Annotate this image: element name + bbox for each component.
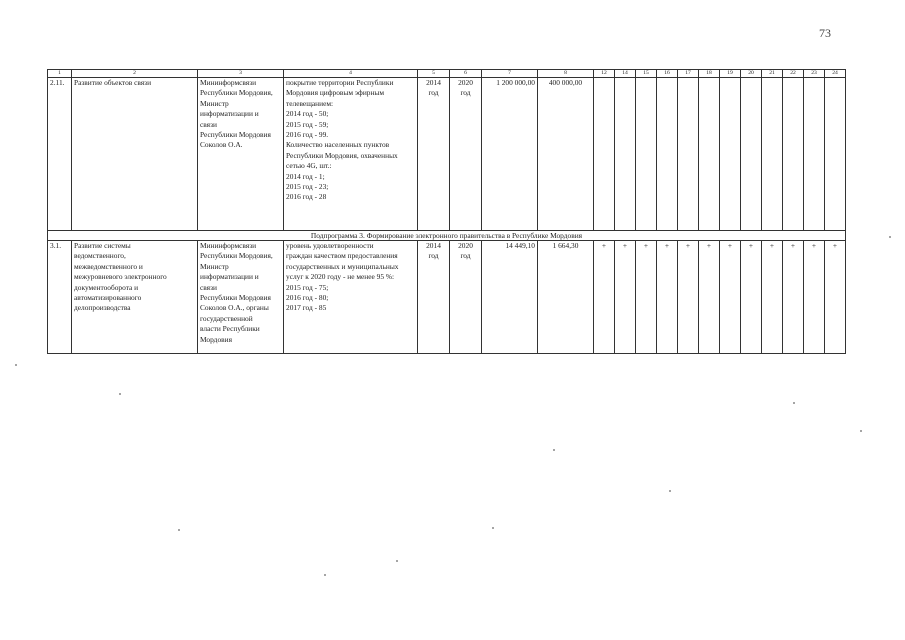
schedule-mark: [594, 78, 615, 231]
scan-speck: [860, 430, 862, 432]
page-number: 73: [819, 26, 831, 40]
col-number: 5: [418, 70, 450, 78]
schedule-mark: [657, 78, 678, 231]
schedule-mark: +: [741, 241, 762, 354]
total-funding: 14 449,10: [482, 241, 538, 354]
measure-name: Развитие системы ведомственного, межведомственного и межуровневого электронного документооборота и автоматизированного делопроизводства: [72, 241, 198, 354]
schedule-mark: +: [804, 241, 825, 354]
schedule-mark: [636, 78, 657, 231]
indicator: уровень удовлетворенности граждан качеством предоставления государственных и муниципальных услуг к 2020 году - не менее 95 %: 2015 год - 75; 2016 год - 80; 2017 год - 85: [284, 241, 418, 354]
schedule-mark: [699, 78, 720, 231]
col-number: 6: [450, 70, 482, 78]
col-number: 14: [615, 70, 636, 78]
funding-amount: 400 000,00: [538, 78, 594, 231]
schedule-mark: [762, 78, 783, 231]
col-number: 21: [762, 70, 783, 78]
funding-amount: 1 664,30: [538, 241, 594, 354]
col-number: 3: [198, 70, 284, 78]
schedule-mark: [804, 78, 825, 231]
col-number: 19: [720, 70, 741, 78]
column-numbers-row: [48, 70, 846, 78]
col-number: 2: [72, 70, 198, 78]
scan-speck: [889, 236, 891, 238]
schedule-mark: +: [720, 241, 741, 354]
col-number: 18: [699, 70, 720, 78]
col-number: 8: [538, 70, 594, 78]
scan-speck: [553, 449, 555, 451]
scan-speck: [15, 364, 17, 366]
schedule-mark: +: [678, 241, 699, 354]
schedule-mark: +: [636, 241, 657, 354]
scan-speck: [793, 402, 795, 404]
scan-speck: [178, 529, 180, 531]
program-table: [47, 69, 846, 354]
schedule-mark: [741, 78, 762, 231]
col-number: 17: [678, 70, 699, 78]
scan-speck: [119, 393, 121, 395]
schedule-mark: [825, 78, 846, 231]
end-year: 2020 год: [450, 78, 482, 231]
subprogram-title: Подпрограмма 3. Формирование электронного правительства в Республике Мордовия: [48, 231, 846, 241]
start-year: 2014 год: [418, 78, 450, 231]
table-row: [48, 241, 846, 354]
col-number: 20: [741, 70, 762, 78]
col-number: 4: [284, 70, 418, 78]
schedule-mark: +: [825, 241, 846, 354]
table-row: [48, 78, 846, 231]
scan-speck: [492, 527, 494, 529]
executor: Мининформсвязи Республики Мордовия, Министр информатизации и связи Республики Мордовия Соколов О.А.: [198, 78, 284, 231]
col-number: 24: [825, 70, 846, 78]
schedule-mark: +: [594, 241, 615, 354]
total-funding: 1 200 000,00: [482, 78, 538, 231]
start-year: 2014 год: [418, 241, 450, 354]
end-year: 2020 год: [450, 241, 482, 354]
scan-speck: [669, 490, 671, 492]
schedule-mark: [783, 78, 804, 231]
col-number: 23: [804, 70, 825, 78]
executor: Мининформсвязи Республики Мордовия, Министр информатизации и связи Республики Мордовия Соколов О.А., органы государственной власти Республики Мордовия: [198, 241, 284, 354]
schedule-mark: [678, 78, 699, 231]
schedule-mark: +: [783, 241, 804, 354]
row-number: 2.11.: [48, 78, 72, 231]
measure-name: Развитие объектов связи: [72, 78, 198, 231]
schedule-mark: +: [657, 241, 678, 354]
col-number: 12: [594, 70, 615, 78]
scan-speck: [324, 574, 326, 576]
col-number: 7: [482, 70, 538, 78]
col-number: 22: [783, 70, 804, 78]
scan-speck: [396, 560, 398, 562]
schedule-mark: [720, 78, 741, 231]
col-number: 1: [48, 70, 72, 78]
row-number: 3.1.: [48, 241, 72, 354]
schedule-mark: [615, 78, 636, 231]
indicator: покрытие территории Республики Мордовия цифровым эфирным телевещанием: 2014 год - 50; 2015 год - 59; 2016 год - 99. Количество населенных пунктов Республики Мордовия, охваченных сетью 4G, шт.: 2014 год - 1; 2015 год - 23; 2016 год - 28: [284, 78, 418, 231]
col-number: 15: [636, 70, 657, 78]
col-number: 16: [657, 70, 678, 78]
schedule-mark: +: [699, 241, 720, 354]
schedule-mark: +: [762, 241, 783, 354]
subprogram-row: [48, 231, 846, 241]
schedule-mark: +: [615, 241, 636, 354]
